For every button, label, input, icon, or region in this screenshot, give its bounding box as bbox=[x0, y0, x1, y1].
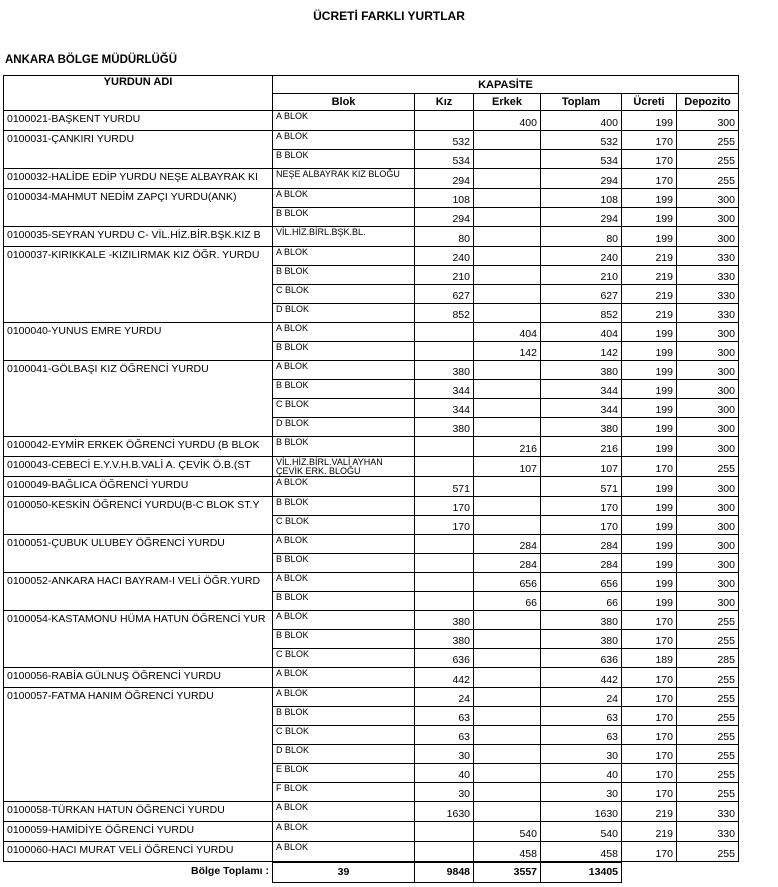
cell-toplam: 540 bbox=[541, 822, 622, 842]
cell-depozito: 255 bbox=[677, 707, 739, 726]
cell-toplam: 442 bbox=[541, 668, 622, 688]
dorm-name: 0100041-GÖLBAŞI KIZ ÖĞRENCİ YURDU bbox=[4, 361, 273, 437]
cell-blok: D BLOK bbox=[273, 745, 415, 764]
cell-toplam: 30 bbox=[541, 783, 622, 802]
cell-erkek bbox=[474, 649, 541, 668]
cell-depozito: 300 bbox=[677, 227, 739, 247]
cell-ucret: 199 bbox=[622, 592, 677, 611]
cell-kiz: 210 bbox=[415, 266, 474, 285]
cell-blok: A BLOK bbox=[273, 477, 415, 497]
cell-ucret: 170 bbox=[622, 630, 677, 649]
dorm-name: 0100032-HALİDE EDİP YURDU NEŞE ALBAYRAK KI bbox=[4, 169, 273, 189]
cell-kiz: 380 bbox=[415, 361, 474, 380]
cell-ucret: 199 bbox=[622, 418, 677, 437]
cell-erkek bbox=[474, 668, 541, 688]
cell-erkek bbox=[474, 764, 541, 783]
cell-toplam: 80 bbox=[541, 227, 622, 247]
cell-ucret: 219 bbox=[622, 266, 677, 285]
cell-kiz: 442 bbox=[415, 668, 474, 688]
cell-blok: B BLOK bbox=[273, 630, 415, 649]
dorm-name: 0100043-CEBECİ E.Y.V.H.B.VALİ A. ÇEVİK Ö.B.(ST bbox=[4, 457, 273, 477]
cell-ucret: 199 bbox=[622, 573, 677, 592]
cell-erkek: 66 bbox=[474, 592, 541, 611]
cell-toplam: 636 bbox=[541, 649, 622, 668]
cell-toplam: 284 bbox=[541, 554, 622, 573]
table-row bbox=[4, 111, 739, 131]
cell-ucret: 199 bbox=[622, 189, 677, 208]
cell-kiz bbox=[415, 822, 474, 842]
cell-blok: C BLOK bbox=[273, 649, 415, 668]
cell-depozito: 300 bbox=[677, 516, 739, 535]
cell-blok: A BLOK bbox=[273, 842, 415, 862]
cell-ucret: 199 bbox=[622, 208, 677, 227]
cell-kiz: 40 bbox=[415, 764, 474, 783]
cell-toplam: 108 bbox=[541, 189, 622, 208]
cell-toplam: 30 bbox=[541, 745, 622, 764]
cell-kiz: 294 bbox=[415, 169, 474, 189]
table-row bbox=[4, 227, 739, 247]
cell-kiz bbox=[415, 842, 474, 862]
cell-kiz: 170 bbox=[415, 497, 474, 516]
cell-depozito: 300 bbox=[677, 418, 739, 437]
cell-toplam: 1630 bbox=[541, 802, 622, 822]
cell-toplam: 404 bbox=[541, 323, 622, 342]
cell-kiz: 63 bbox=[415, 707, 474, 726]
cell-ucret: 219 bbox=[622, 822, 677, 842]
cell-erkek bbox=[474, 131, 541, 150]
cell-erkek: 404 bbox=[474, 323, 541, 342]
cell-ucret: 199 bbox=[622, 342, 677, 361]
cell-depozito: 330 bbox=[677, 247, 739, 266]
header-ucret: Ücreti bbox=[622, 94, 677, 111]
cell-blok: D BLOK bbox=[273, 304, 415, 323]
cell-toplam: 344 bbox=[541, 380, 622, 399]
table-row bbox=[4, 247, 739, 266]
cell-blok: A BLOK bbox=[273, 822, 415, 842]
totals-row bbox=[4, 862, 739, 883]
cell-kiz: 380 bbox=[415, 630, 474, 649]
cell-depozito: 255 bbox=[677, 131, 739, 150]
cell-kiz: 534 bbox=[415, 150, 474, 169]
header-erkek: Erkek bbox=[474, 94, 541, 111]
dorm-name: 0100052-ANKARA HACI BAYRAM-I VELİ ÖĞR.YURD bbox=[4, 573, 273, 611]
cell-depozito: 300 bbox=[677, 189, 739, 208]
table-row bbox=[4, 822, 739, 842]
cell-depozito: 300 bbox=[677, 437, 739, 457]
cell-kiz: 532 bbox=[415, 131, 474, 150]
cell-blok: C BLOK bbox=[273, 285, 415, 304]
cell-blok: B BLOK bbox=[273, 150, 415, 169]
cell-toplam: 458 bbox=[541, 842, 622, 862]
cell-erkek bbox=[474, 189, 541, 208]
cell-toplam: 210 bbox=[541, 266, 622, 285]
cell-erkek: 284 bbox=[474, 535, 541, 554]
cell-toplam: 656 bbox=[541, 573, 622, 592]
cell-toplam: 380 bbox=[541, 361, 622, 380]
cell-erkek: 142 bbox=[474, 342, 541, 361]
cell-kiz bbox=[415, 592, 474, 611]
cell-kiz: 1630 bbox=[415, 802, 474, 822]
cell-ucret: 219 bbox=[622, 247, 677, 266]
header-toplam: Toplam bbox=[541, 94, 622, 111]
dorm-name: 0100057-FATMA HANIM ÖĞRENCİ YURDU bbox=[4, 688, 273, 802]
cell-ucret: 219 bbox=[622, 304, 677, 323]
cell-ucret: 170 bbox=[622, 668, 677, 688]
header-kiz: Kız bbox=[415, 94, 474, 111]
cell-depozito: 285 bbox=[677, 649, 739, 668]
cell-depozito: 255 bbox=[677, 668, 739, 688]
cell-toplam: 107 bbox=[541, 457, 622, 477]
cell-toplam: 40 bbox=[541, 764, 622, 783]
cell-ucret: 170 bbox=[622, 745, 677, 764]
cell-ucret: 170 bbox=[622, 169, 677, 189]
cell-ucret: 199 bbox=[622, 399, 677, 418]
cell-toplam: 216 bbox=[541, 437, 622, 457]
cell-ucret: 170 bbox=[622, 150, 677, 169]
cell-ucret: 199 bbox=[622, 323, 677, 342]
cell-ucret: 199 bbox=[622, 111, 677, 131]
cell-erkek bbox=[474, 285, 541, 304]
cell-kiz: 571 bbox=[415, 477, 474, 497]
table-row bbox=[4, 611, 739, 630]
dorm-name: 0100050-KESKİN ÖĞRENCİ YURDU(B-C BLOK ST.Y bbox=[4, 497, 273, 535]
cell-kiz bbox=[415, 535, 474, 554]
cell-erkek bbox=[474, 247, 541, 266]
dorm-table bbox=[3, 75, 739, 883]
cell-ucret: 219 bbox=[622, 802, 677, 822]
dorm-name: 0100035-SEYRAN YURDU C- VİL.HİZ.BİR.BŞK.KIZ B bbox=[4, 227, 273, 247]
cell-blok: C BLOK bbox=[273, 399, 415, 418]
dorm-name: 0100037-KIRIKKALE -KIZILIRMAK KIZ ÖĞR. YURDU bbox=[4, 247, 273, 323]
cell-erkek bbox=[474, 688, 541, 707]
cell-blok: A BLOK bbox=[273, 535, 415, 554]
cell-erkek: 540 bbox=[474, 822, 541, 842]
cell-kiz bbox=[415, 342, 474, 361]
cell-toplam: 380 bbox=[541, 418, 622, 437]
dorm-name: 0100049-BAĞLICA ÖĞRENCİ YURDU bbox=[4, 477, 273, 497]
cell-blok: B BLOK bbox=[273, 497, 415, 516]
cell-erkek bbox=[474, 169, 541, 189]
cell-depozito: 300 bbox=[677, 497, 739, 516]
cell-blok: F BLOK bbox=[273, 783, 415, 802]
cell-erkek bbox=[474, 745, 541, 764]
cell-blok: A BLOK bbox=[273, 111, 415, 131]
dorm-name: 0100042-EYMİR ERKEK ÖĞRENCİ YURDU (B BLOK bbox=[4, 437, 273, 457]
cell-depozito: 255 bbox=[677, 150, 739, 169]
dorm-name: 0100051-ÇUBUK ULUBEY ÖĞRENCİ YURDU bbox=[4, 535, 273, 573]
cell-depozito: 300 bbox=[677, 554, 739, 573]
cell-kiz: 380 bbox=[415, 611, 474, 630]
cell-kiz: 344 bbox=[415, 399, 474, 418]
cell-depozito: 255 bbox=[677, 611, 739, 630]
cell-blok: A BLOK bbox=[273, 668, 415, 688]
cell-kiz: 294 bbox=[415, 208, 474, 227]
cell-ucret: 219 bbox=[622, 285, 677, 304]
cell-ucret: 199 bbox=[622, 437, 677, 457]
cell-kiz: 627 bbox=[415, 285, 474, 304]
table-row bbox=[4, 361, 739, 380]
cell-erkek bbox=[474, 707, 541, 726]
cell-toplam: 170 bbox=[541, 497, 622, 516]
cell-erkek bbox=[474, 266, 541, 285]
cell-blok: B BLOK bbox=[273, 208, 415, 227]
table-row bbox=[4, 535, 739, 554]
cell-blok: A BLOK bbox=[273, 611, 415, 630]
cell-erkek: 400 bbox=[474, 111, 541, 131]
header-yurdun-adi: YURDUN ADI bbox=[4, 76, 273, 111]
cell-blok: A BLOK bbox=[273, 131, 415, 150]
cell-toplam: 66 bbox=[541, 592, 622, 611]
cell-ucret: 170 bbox=[622, 707, 677, 726]
dorm-name: 0100059-HAMİDİYE ÖĞRENCİ YURDU bbox=[4, 822, 273, 842]
cell-toplam: 63 bbox=[541, 726, 622, 745]
header-kapasite: KAPASİTE bbox=[273, 76, 739, 94]
cell-depozito: 300 bbox=[677, 535, 739, 554]
cell-erkek bbox=[474, 477, 541, 497]
cell-depozito: 300 bbox=[677, 573, 739, 592]
cell-depozito: 255 bbox=[677, 688, 739, 707]
cell-toplam: 24 bbox=[541, 688, 622, 707]
cell-erkek bbox=[474, 227, 541, 247]
cell-ucret: 199 bbox=[622, 554, 677, 573]
cell-depozito: 300 bbox=[677, 111, 739, 131]
cell-ucret: 170 bbox=[622, 688, 677, 707]
cell-depozito: 330 bbox=[677, 304, 739, 323]
totals-erkek: 3557 bbox=[474, 862, 541, 883]
table-row bbox=[4, 573, 739, 592]
cell-blok: B BLOK bbox=[273, 437, 415, 457]
cell-kiz: 108 bbox=[415, 189, 474, 208]
cell-blok: A BLOK bbox=[273, 323, 415, 342]
dorm-name: 0100060-HACI MURAT VELİ ÖĞRENCİ YURDU bbox=[4, 842, 273, 862]
cell-kiz: 63 bbox=[415, 726, 474, 745]
cell-kiz: 170 bbox=[415, 516, 474, 535]
table-row bbox=[4, 169, 739, 189]
cell-ucret: 199 bbox=[622, 361, 677, 380]
cell-kiz bbox=[415, 573, 474, 592]
cell-kiz: 30 bbox=[415, 745, 474, 764]
cell-kiz bbox=[415, 437, 474, 457]
cell-depozito: 300 bbox=[677, 208, 739, 227]
dorm-name: 0100021-BAŞKENT YURDU bbox=[4, 111, 273, 131]
cell-erkek: 284 bbox=[474, 554, 541, 573]
cell-toplam: 534 bbox=[541, 150, 622, 169]
cell-erkek bbox=[474, 802, 541, 822]
cell-kiz: 240 bbox=[415, 247, 474, 266]
cell-erkek bbox=[474, 516, 541, 535]
cell-erkek bbox=[474, 208, 541, 227]
totals-label: Bölge Toplamı : bbox=[191, 865, 269, 877]
cell-ucret: 170 bbox=[622, 764, 677, 783]
page-title: ÜCRETİ FARKLI YURTLAR bbox=[313, 9, 465, 23]
dorm-name: 0100040-YUNUS EMRE YURDU bbox=[4, 323, 273, 361]
cell-kiz bbox=[415, 554, 474, 573]
cell-depozito: 300 bbox=[677, 399, 739, 418]
cell-blok: A BLOK bbox=[273, 688, 415, 707]
cell-toplam: 852 bbox=[541, 304, 622, 323]
cell-toplam: 294 bbox=[541, 169, 622, 189]
dorm-name: 0100054-KASTAMONU HÜMA HATUN ÖĞRENCİ YUR bbox=[4, 611, 273, 668]
cell-toplam: 344 bbox=[541, 399, 622, 418]
cell-blok: A BLOK bbox=[273, 802, 415, 822]
region-heading: ANKARA BÖLGE MÜDÜRLÜĞÜ bbox=[5, 54, 178, 66]
dorm-name: 0100056-RABİA GÜLNUŞ ÖĞRENCİ YURDU bbox=[4, 668, 273, 688]
dorm-name: 0100034-MAHMUT NEDİM ZAPÇI YURDU(ANK) bbox=[4, 189, 273, 227]
cell-kiz: 636 bbox=[415, 649, 474, 668]
cell-depozito: 300 bbox=[677, 592, 739, 611]
cell-ucret: 189 bbox=[622, 649, 677, 668]
cell-blok: VİL.HİZ.BİRL.VALİ AYHAN ÇEVİK ERK. BLOĞU bbox=[273, 457, 415, 477]
cell-kiz bbox=[415, 323, 474, 342]
cell-erkek bbox=[474, 304, 541, 323]
cell-toplam: 63 bbox=[541, 707, 622, 726]
cell-depozito: 300 bbox=[677, 380, 739, 399]
cell-depozito: 255 bbox=[677, 783, 739, 802]
cell-blok: C BLOK bbox=[273, 516, 415, 535]
cell-blok: A BLOK bbox=[273, 361, 415, 380]
cell-blok: D BLOK bbox=[273, 418, 415, 437]
cell-depozito: 300 bbox=[677, 361, 739, 380]
cell-depozito: 300 bbox=[677, 342, 739, 361]
table-row bbox=[4, 437, 739, 457]
cell-blok: B BLOK bbox=[273, 266, 415, 285]
cell-erkek bbox=[474, 418, 541, 437]
table-row bbox=[4, 668, 739, 688]
cell-erkek bbox=[474, 783, 541, 802]
cell-depozito: 330 bbox=[677, 266, 739, 285]
cell-depozito: 330 bbox=[677, 285, 739, 304]
cell-ucret: 199 bbox=[622, 227, 677, 247]
cell-ucret: 199 bbox=[622, 477, 677, 497]
cell-erkek: 458 bbox=[474, 842, 541, 862]
totals-kiz: 9848 bbox=[415, 862, 474, 883]
cell-erkek bbox=[474, 611, 541, 630]
table-row bbox=[4, 802, 739, 822]
cell-depozito: 330 bbox=[677, 802, 739, 822]
cell-blok: B BLOK bbox=[273, 380, 415, 399]
table-row bbox=[4, 189, 739, 208]
cell-depozito: 255 bbox=[677, 745, 739, 764]
header-depozito: Depozito bbox=[677, 94, 739, 111]
cell-ucret: 199 bbox=[622, 535, 677, 554]
cell-ucret: 199 bbox=[622, 380, 677, 399]
cell-blok: B BLOK bbox=[273, 342, 415, 361]
cell-depozito: 255 bbox=[677, 764, 739, 783]
cell-ucret: 170 bbox=[622, 611, 677, 630]
table-row bbox=[4, 688, 739, 707]
cell-kiz: 30 bbox=[415, 783, 474, 802]
cell-erkek bbox=[474, 380, 541, 399]
cell-depozito: 300 bbox=[677, 477, 739, 497]
cell-toplam: 142 bbox=[541, 342, 622, 361]
cell-ucret: 199 bbox=[622, 516, 677, 535]
cell-depozito: 330 bbox=[677, 822, 739, 842]
cell-erkek bbox=[474, 150, 541, 169]
cell-depozito: 255 bbox=[677, 842, 739, 862]
cell-kiz bbox=[415, 457, 474, 477]
cell-kiz: 80 bbox=[415, 227, 474, 247]
cell-ucret: 199 bbox=[622, 497, 677, 516]
cell-blok: NEŞE ALBAYRAK KIZ BLOĞU bbox=[273, 169, 415, 189]
cell-toplam: 571 bbox=[541, 477, 622, 497]
cell-depozito: 300 bbox=[677, 323, 739, 342]
cell-ucret: 170 bbox=[622, 842, 677, 862]
cell-ucret: 170 bbox=[622, 783, 677, 802]
cell-toplam: 294 bbox=[541, 208, 622, 227]
cell-blok: E BLOK bbox=[273, 764, 415, 783]
cell-blok: A BLOK bbox=[273, 573, 415, 592]
cell-erkek: 656 bbox=[474, 573, 541, 592]
table-row bbox=[4, 323, 739, 342]
cell-depozito: 255 bbox=[677, 457, 739, 477]
cell-erkek bbox=[474, 361, 541, 380]
cell-erkek bbox=[474, 726, 541, 745]
cell-kiz: 24 bbox=[415, 688, 474, 707]
cell-kiz: 380 bbox=[415, 418, 474, 437]
dorm-table-body bbox=[4, 111, 739, 862]
cell-erkek bbox=[474, 497, 541, 516]
header-blok: Blok bbox=[273, 94, 415, 111]
cell-ucret: 170 bbox=[622, 457, 677, 477]
cell-depozito: 255 bbox=[677, 630, 739, 649]
cell-blok: VİL.HİZ.BİRL.BŞK.BL. bbox=[273, 227, 415, 247]
cell-toplam: 284 bbox=[541, 535, 622, 554]
table-row bbox=[4, 457, 739, 477]
table-row bbox=[4, 497, 739, 516]
cell-erkek bbox=[474, 630, 541, 649]
table-row bbox=[4, 131, 739, 150]
cell-toplam: 240 bbox=[541, 247, 622, 266]
cell-toplam: 380 bbox=[541, 630, 622, 649]
cell-kiz bbox=[415, 111, 474, 131]
cell-blok: B BLOK bbox=[273, 554, 415, 573]
table-row bbox=[4, 842, 739, 862]
cell-toplam: 400 bbox=[541, 111, 622, 131]
cell-erkek: 107 bbox=[474, 457, 541, 477]
cell-blok: B BLOK bbox=[273, 707, 415, 726]
totals-toplam: 13405 bbox=[541, 862, 622, 883]
cell-toplam: 627 bbox=[541, 285, 622, 304]
cell-toplam: 380 bbox=[541, 611, 622, 630]
cell-erkek: 216 bbox=[474, 437, 541, 457]
cell-blok: A BLOK bbox=[273, 247, 415, 266]
cell-blok: C BLOK bbox=[273, 726, 415, 745]
totals-blok: 39 bbox=[273, 862, 415, 883]
cell-depozito: 255 bbox=[677, 726, 739, 745]
dorm-name: 0100031-ÇANKIRI YURDU bbox=[4, 131, 273, 169]
cell-depozito: 255 bbox=[677, 169, 739, 189]
cell-kiz: 852 bbox=[415, 304, 474, 323]
cell-toplam: 170 bbox=[541, 516, 622, 535]
cell-ucret: 170 bbox=[622, 726, 677, 745]
cell-blok: A BLOK bbox=[273, 189, 415, 208]
cell-erkek bbox=[474, 399, 541, 418]
cell-blok: B BLOK bbox=[273, 592, 415, 611]
cell-toplam: 532 bbox=[541, 131, 622, 150]
table-row bbox=[4, 477, 739, 497]
dorm-name: 0100058-TÜRKAN HATUN ÖĞRENCİ YURDU bbox=[4, 802, 273, 822]
cell-ucret: 170 bbox=[622, 131, 677, 150]
cell-kiz: 344 bbox=[415, 380, 474, 399]
